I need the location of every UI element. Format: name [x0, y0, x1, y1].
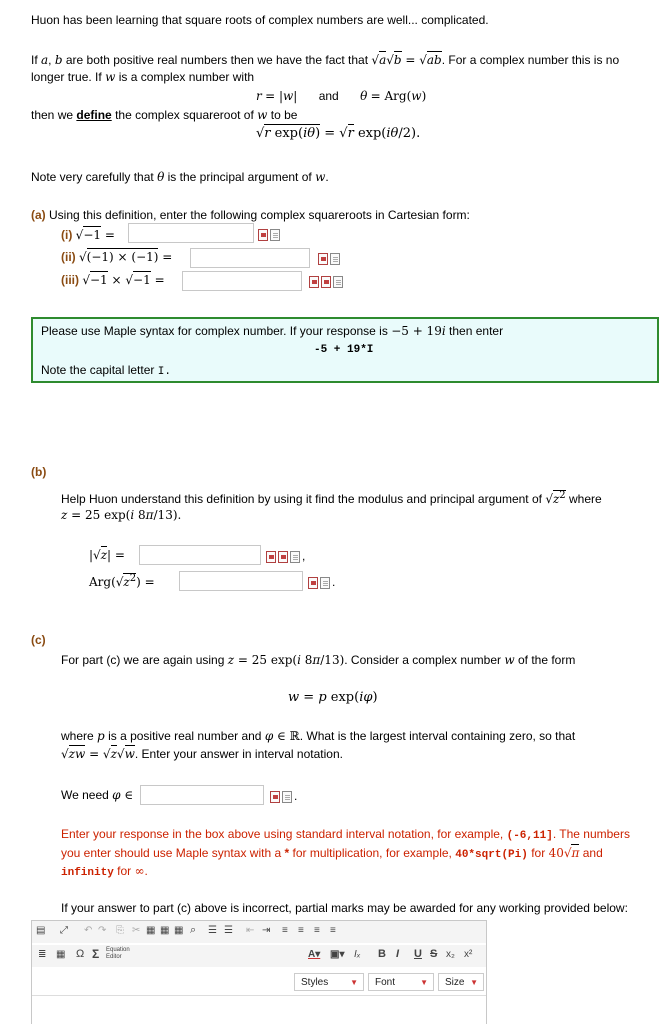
superscript-icon[interactable]: x²: [464, 949, 473, 960]
part-a-icons-1: [258, 227, 282, 241]
maximize-icon[interactable]: ⤢: [60, 925, 68, 936]
part-a-answer-3[interactable]: [182, 271, 302, 291]
interval-help-1: Enter your response in the box above using standard interval notation, for example, (-6,11]. The numbers: [61, 827, 630, 842]
font-dropdown[interactable]: Font ▼: [368, 973, 434, 991]
part-c-prompt-1: For part (c) we are again using z = 25 exp(i 8π/13). Consider a complex number w of the form: [61, 653, 576, 667]
part-c-label: (c): [31, 633, 46, 647]
indent-icon[interactable]: ⇥: [262, 925, 271, 936]
text-color-icon[interactable]: A▾: [308, 949, 321, 960]
argument-icons: .: [308, 575, 335, 589]
styles-dropdown[interactable]: Styles ▼: [294, 973, 364, 991]
part-a-prompt: (a) Using this definition, enter the following complex squareroots in Cartesian form:: [31, 208, 470, 222]
preview-icon[interactable]: [266, 551, 276, 563]
italic-button[interactable]: I: [396, 948, 400, 960]
align-center-icon[interactable]: ≡: [298, 925, 304, 936]
align-left-icon[interactable]: ≡: [282, 925, 288, 936]
paste-icon[interactable]: ▦: [146, 925, 156, 936]
part-a-answer-1[interactable]: [128, 223, 254, 243]
maple-syntax-note: Please use Maple syntax for complex number. If your response is −5 + 19i then enter -5 + 19*I Note the capital letter I.: [31, 317, 659, 383]
help-doc-icon[interactable]: [320, 577, 330, 589]
intro-line-4: then we define the complex squareroot of w to be: [31, 108, 298, 122]
bold-button[interactable]: B: [378, 948, 386, 960]
interval-help-2: you enter should use Maple syntax with a * for multiplication, for example, 40*sqrt(Pi) for 40√π and: [61, 846, 603, 861]
help-doc-icon[interactable]: [330, 253, 340, 265]
part-a-icons-3: [309, 274, 345, 288]
modulus-label: |√z| =: [89, 548, 125, 562]
intro-line-2: If a, b are both positive real numbers then we have the fact that √a√b = √ab. For a complex number this is no: [31, 53, 620, 67]
part-a-item-2: (ii) √(−1) × (−1) =: [61, 250, 173, 264]
editor-content-area[interactable]: [32, 995, 486, 1024]
syntax-icon[interactable]: [278, 551, 288, 563]
preview-icon[interactable]: [308, 577, 318, 589]
principal-arg-note: Note very carefully that θ is the principal argument of w.: [31, 170, 329, 184]
preview-icon[interactable]: [318, 253, 328, 265]
bg-color-icon[interactable]: ▣▾: [330, 949, 345, 960]
modulus-answer[interactable]: [139, 545, 261, 565]
paste-word-icon[interactable]: ▦: [174, 925, 184, 936]
intro-line-3: longer true. If w is a complex number with: [31, 70, 255, 84]
intro-line-1: Huon has been learning that square roots of complex numbers are well... complicated.: [31, 13, 489, 27]
r-theta-definition: r = |w| and θ = Arg(w): [256, 89, 427, 103]
preview-icon[interactable]: [309, 276, 319, 288]
syntax-icon[interactable]: [321, 276, 331, 288]
argument-answer[interactable]: [179, 571, 303, 591]
part-c-prompt-3: √zw = √z√w. Enter your answer in interval notation.: [61, 747, 343, 761]
help-doc-icon[interactable]: [333, 276, 343, 288]
maple-example: -5 + 19*I: [314, 344, 374, 356]
interval-icons: .: [270, 789, 297, 803]
sqrt-definition: √r exp(iθ) = √r exp(iθ/2).: [256, 126, 421, 141]
help-doc-icon[interactable]: [282, 791, 292, 803]
underline-button[interactable]: U: [414, 948, 422, 960]
cut-icon[interactable]: ✂: [132, 925, 141, 936]
editor-toolbar-1: [32, 921, 486, 943]
preview-icon[interactable]: [270, 791, 280, 803]
find-icon[interactable]: ⌕: [190, 924, 197, 936]
paste-text-icon[interactable]: ▦: [160, 925, 170, 936]
size-dropdown[interactable]: Size ▼: [438, 973, 484, 991]
interval-answer[interactable]: [140, 785, 264, 805]
part-b-label: (b): [31, 465, 47, 479]
partial-marks-text: If your answer to part (c) above is incorrect, partial marks may be awarded for any working provided below:: [61, 901, 628, 915]
copy-icon[interactable]: ⎘: [116, 925, 124, 936]
part-a-icons-2: [318, 251, 342, 265]
interval-help-3: infinity for ∞.: [61, 864, 148, 879]
modulus-icons: ,: [266, 549, 305, 563]
chevron-down-icon: ▼: [420, 978, 428, 987]
part-a-item-3: (iii) √−1 × √−1 =: [61, 273, 165, 287]
redo-icon[interactable]: ↷: [98, 925, 107, 936]
equation-editor-icon[interactable]: Σ: [92, 947, 100, 961]
help-doc-icon[interactable]: [270, 229, 280, 241]
subscript-icon[interactable]: x₂: [446, 949, 455, 960]
numbered-list-icon[interactable]: ☰: [208, 925, 217, 936]
part-a-answer-2[interactable]: [190, 248, 310, 268]
undo-icon[interactable]: ↶: [84, 925, 93, 936]
chevron-down-icon: ▼: [470, 978, 478, 987]
editor-toolbar-2: [32, 945, 486, 967]
table-icon[interactable]: ▦: [56, 949, 66, 960]
outdent-icon[interactable]: ⇤: [246, 925, 255, 936]
special-char-icon[interactable]: Ω: [76, 948, 85, 960]
part-c-prompt-2: where p is a positive real number and φ ∈ ℝ. What is the largest interval containing zero, so that: [61, 729, 576, 743]
working-editor[interactable]: [31, 920, 487, 1024]
source-icon[interactable]: ▤: [36, 925, 46, 936]
part-b-z-definition: z = 25 exp(i 8π/13).: [61, 508, 182, 522]
remove-format-icon[interactable]: Iₓ: [354, 949, 361, 960]
we-need-label: We need φ ∈: [61, 788, 134, 802]
preview-icon[interactable]: [258, 229, 268, 241]
bullet-list-icon[interactable]: ☰: [224, 925, 233, 936]
horizontal-rule-icon[interactable]: ≣: [38, 949, 47, 960]
argument-label: $Arg(√z^2)$ =: [89, 573, 155, 589]
equation-editor-label[interactable]: Equation Editor: [106, 947, 130, 960]
align-right-icon[interactable]: ≡: [314, 925, 320, 936]
strikethrough-button[interactable]: S: [430, 948, 438, 960]
part-b-prompt: Help Huon understand this definition by using it find the modulus and principal argument of $√z^2$ where: [61, 490, 602, 506]
w-form: w = p exp(iφ): [288, 690, 378, 705]
part-a-item-1: (i) √−1 =: [61, 228, 115, 242]
chevron-down-icon: ▼: [350, 978, 358, 987]
justify-icon[interactable]: ≡: [330, 925, 336, 936]
help-doc-icon[interactable]: [290, 551, 300, 563]
